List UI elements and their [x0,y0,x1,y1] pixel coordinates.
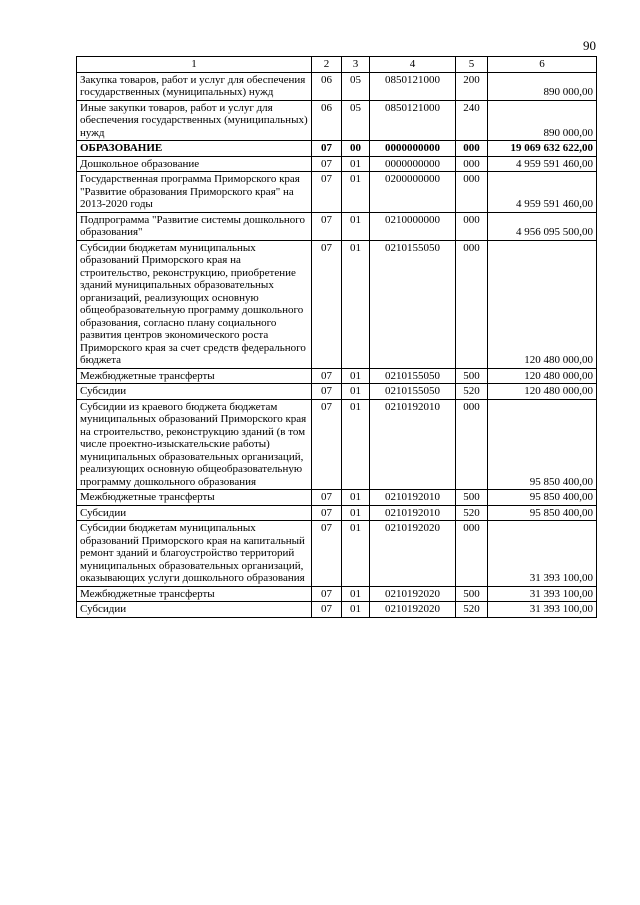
row-name: Межбюджетные трансферты [77,586,312,602]
row-amount: 4 959 591 460,00 [488,156,597,172]
row-expense-type: 500 [456,586,488,602]
row-section: 06 [312,100,342,141]
row-target-article: 0210192010 [370,399,456,490]
row-expense-type: 200 [456,72,488,100]
table-row [77,505,597,521]
row-amount: 31 393 100,00 [488,521,597,587]
row-expense-type: 000 [456,521,488,587]
row-expense-type: 000 [456,399,488,490]
row-section: 07 [312,521,342,587]
row-name: Субсидии бюджетам муниципальных образований Приморского края на капитальный ремонт зданий и благоустройство территорий муниципальных образовательных организаций, оказывающих услуги дошкольного образования [77,521,312,587]
row-section: 07 [312,586,342,602]
row-section: 07 [312,141,342,157]
table-row [77,240,597,368]
row-name: Субсидии из краевого бюджета бюджетам муниципальных образований Приморского края на строительство, реконструкцию зданий (в том числе проектно-изыскательские работы) муниципальных образовательных организаций, реализующих основную общеобразовательную программу дошкольного образования [77,399,312,490]
table-row [77,384,597,400]
row-amount: 31 393 100,00 [488,602,597,618]
row-name: ОБРАЗОВАНИЕ [77,141,312,157]
row-amount: 95 850 400,00 [488,490,597,506]
table-row [77,399,597,490]
row-subsection: 05 [342,72,370,100]
table-row [77,72,597,100]
table-row [77,586,597,602]
row-target-article: 0210192020 [370,586,456,602]
row-subsection: 01 [342,521,370,587]
row-name: Дошкольное образование [77,156,312,172]
row-amount: 19 069 632 622,00 [488,141,597,157]
row-subsection: 01 [342,240,370,368]
row-expense-type: 000 [456,172,488,213]
row-name: Государственная программа Приморского края "Развитие образования Приморского края" на 2013-2020 годы [77,172,312,213]
row-subsection: 01 [342,172,370,213]
row-subsection: 01 [342,212,370,240]
row-target-article: 0210155050 [370,368,456,384]
row-amount: 890 000,00 [488,72,597,100]
row-name: Субсидии бюджетам муниципальных образований Приморского края на строительство, реконструкцию, приобретение зданий муниципальных образовательных организаций, реализующих основную общеобразовательную программу дошкольного образования, согласно плану социального развития центров экономического роста Приморского края за счет средств федерального бюджета [77,240,312,368]
row-subsection: 01 [342,586,370,602]
table-row [77,172,597,213]
row-section: 07 [312,490,342,506]
row-target-article: 0210000000 [370,212,456,240]
row-amount: 95 850 400,00 [488,505,597,521]
row-target-article: 0210155050 [370,384,456,400]
row-section: 07 [312,505,342,521]
row-section: 07 [312,384,342,400]
table-row [77,368,597,384]
row-section: 07 [312,399,342,490]
page-number: 90 [583,38,596,53]
row-name: Межбюджетные трансферты [77,490,312,506]
header-col-4: 4 [370,57,456,73]
row-target-article: 0210192020 [370,602,456,618]
row-expense-type: 000 [456,240,488,368]
row-target-article: 0000000000 [370,141,456,157]
row-expense-type: 000 [456,141,488,157]
row-amount: 95 850 400,00 [488,399,597,490]
row-section: 07 [312,212,342,240]
row-subsection: 00 [342,141,370,157]
budget-table [76,56,597,618]
header-col-3: 3 [342,57,370,73]
row-target-article: 0210192010 [370,490,456,506]
row-section: 07 [312,602,342,618]
row-amount: 890 000,00 [488,100,597,141]
row-subsection: 01 [342,399,370,490]
row-expense-type: 000 [456,156,488,172]
row-subsection: 01 [342,602,370,618]
header-col-5: 5 [456,57,488,73]
row-expense-type: 520 [456,602,488,618]
row-name: Закупка товаров, работ и услуг для обеспечения государственных (муниципальных) нужд [77,72,312,100]
row-amount: 31 393 100,00 [488,586,597,602]
row-amount: 4 956 095 500,00 [488,212,597,240]
row-target-article: 0210155050 [370,240,456,368]
table-row [77,521,597,587]
table-row [77,490,597,506]
row-amount: 4 959 591 460,00 [488,172,597,213]
row-target-article: 0850121000 [370,72,456,100]
table-row [77,141,597,157]
row-section: 06 [312,72,342,100]
row-name: Субсидии [77,384,312,400]
row-section: 07 [312,368,342,384]
row-expense-type: 500 [456,368,488,384]
row-name: Иные закупки товаров, работ и услуг для обеспечения государственных (муниципальных) нужд [77,100,312,141]
row-amount: 120 480 000,00 [488,240,597,368]
row-section: 07 [312,156,342,172]
row-subsection: 01 [342,384,370,400]
row-expense-type: 500 [456,490,488,506]
row-expense-type: 520 [456,505,488,521]
header-row [77,57,597,73]
table-row [77,212,597,240]
row-expense-type: 520 [456,384,488,400]
row-target-article: 0850121000 [370,100,456,141]
row-name: Межбюджетные трансферты [77,368,312,384]
row-subsection: 01 [342,490,370,506]
row-target-article: 0200000000 [370,172,456,213]
row-section: 07 [312,240,342,368]
row-target-article: 0000000000 [370,156,456,172]
row-name: Субсидии [77,505,312,521]
row-expense-type: 000 [456,212,488,240]
row-section: 07 [312,172,342,213]
header-col-2: 2 [312,57,342,73]
row-amount: 120 480 000,00 [488,368,597,384]
row-subsection: 01 [342,505,370,521]
row-name: Подпрограмма "Развитие системы дошкольного образования" [77,212,312,240]
table-row [77,156,597,172]
row-target-article: 0210192010 [370,505,456,521]
header-col-6: 6 [488,57,597,73]
table-row [77,602,597,618]
header-col-1: 1 [77,57,312,73]
row-target-article: 0210192020 [370,521,456,587]
row-name: Субсидии [77,602,312,618]
table-row [77,100,597,141]
row-subsection: 05 [342,100,370,141]
row-amount: 120 480 000,00 [488,384,597,400]
row-subsection: 01 [342,368,370,384]
row-expense-type: 240 [456,100,488,141]
row-subsection: 01 [342,156,370,172]
